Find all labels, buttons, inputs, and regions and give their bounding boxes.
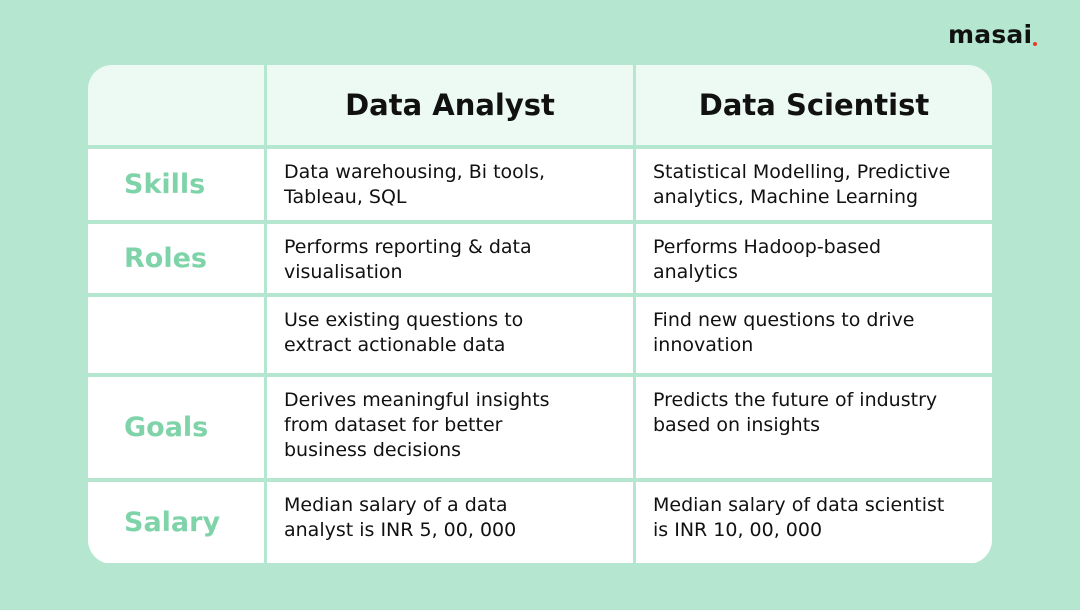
text-line: analyst is INR 5, 00, 000 — [284, 519, 517, 541]
scientist-roles-text — [653, 235, 982, 285]
row-label-cell-empty — [88, 297, 264, 373]
column-title-scientist: Data Scientist — [698, 88, 930, 122]
analyst-questions-cell — [267, 297, 633, 373]
text-line: Data warehousing, Bi tools, — [284, 161, 546, 183]
text-line: Tableau, SQL — [284, 186, 407, 208]
logo-dot-icon — [1033, 42, 1037, 46]
analyst-salary-text — [284, 493, 623, 543]
text-line: Median salary of a data — [284, 494, 508, 516]
text-line: Predicts the future of industry — [653, 389, 938, 411]
scientist-goals-cell — [636, 377, 992, 478]
text-line: Statistical Modelling, Predictive — [653, 161, 951, 183]
row-label-roles: Roles — [124, 243, 207, 274]
analyst-goals-cell — [267, 377, 633, 478]
analyst-skills-text — [284, 160, 623, 210]
text-line: visualisation — [284, 261, 403, 283]
row-label-salary: Salary — [124, 507, 221, 538]
row-label-cell-roles — [88, 224, 264, 293]
scientist-salary-text — [653, 493, 982, 543]
text-line: innovation — [653, 334, 754, 356]
scientist-skills-text — [653, 160, 982, 210]
text-line: Derives meaningful insights — [284, 389, 550, 411]
column-title-analyst: Data Analyst — [345, 88, 555, 122]
text-line: Find new questions to drive — [653, 309, 915, 331]
text-line: Performs Hadoop-based — [653, 236, 882, 258]
text-line: Performs reporting & data — [284, 236, 532, 258]
scientist-skills-cell — [636, 149, 992, 220]
text-line: Median salary of data scientist — [653, 494, 945, 516]
text-line: from dataset for better — [284, 414, 503, 436]
header-empty-cell — [88, 65, 264, 145]
header-data-scientist — [636, 65, 992, 145]
text-line: extract actionable data — [284, 334, 506, 356]
scientist-questions-cell — [636, 297, 992, 373]
analyst-roles-text — [284, 235, 623, 285]
scientist-questions-text — [653, 308, 982, 358]
scientist-roles-cell — [636, 224, 992, 293]
scientist-salary-cell — [636, 482, 992, 563]
logo-text: masai — [948, 20, 1033, 49]
text-line: based on insights — [653, 414, 821, 436]
text-line: Use existing questions to — [284, 309, 524, 331]
analyst-goals-text — [284, 388, 623, 463]
text-line: is INR 10, 00, 000 — [653, 519, 823, 541]
row-label-cell-goals — [88, 377, 264, 478]
scientist-goals-text — [653, 388, 982, 438]
analyst-roles-cell — [267, 224, 633, 293]
text-line: analytics, Machine Learning — [653, 186, 919, 208]
row-label-cell-salary — [88, 482, 264, 563]
analyst-questions-text — [284, 308, 623, 358]
analyst-skills-cell — [267, 149, 633, 220]
row-label-goals: Goals — [124, 412, 209, 443]
header-data-analyst — [267, 65, 633, 145]
masai-logo — [948, 18, 1037, 52]
row-label-cell-skills — [88, 149, 264, 220]
analyst-salary-cell — [267, 482, 633, 563]
text-line: business decisions — [284, 439, 462, 461]
comparison-table — [88, 65, 992, 564]
text-line: analytics — [653, 261, 738, 283]
row-label-skills: Skills — [124, 169, 206, 200]
